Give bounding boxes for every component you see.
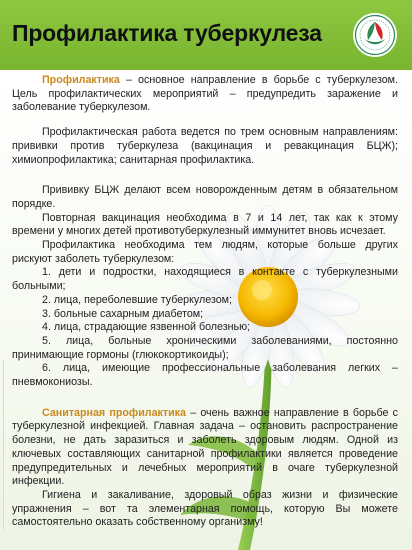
paragraph-revaccination: Повторная вакцинация необходима в 7 и 14 лет, так как к этому времени у многих детей противотуберкулезный иммунитет вновь исчезает. <box>12 211 398 238</box>
paragraph-intro-text: – основное направление в борьбе с туберкулезом. Цель профилактических мероприятий – предупредить заражение и заболевание туберкулезом. <box>12 74 398 114</box>
article-body <box>12 74 398 530</box>
list-item: 1. дети и подростки, находящиеся в контакте с туберкулезными больными; <box>12 266 398 293</box>
keyword-sanitary-prophylaxis: Санитарная профилактика <box>42 406 186 419</box>
health-center-logo-icon <box>352 12 398 58</box>
paragraph-directions: Профилактическая работа ведется по трем основным направлениям: прививки против туберкулеза (вакцинация и ревакцинация БЦЖ); химиопрофилактика; санитарная профилактика. <box>12 126 398 166</box>
list-item: 2. лица, переболевшие туберкулезом; <box>42 293 232 306</box>
header-banner <box>0 0 412 70</box>
list-item: 5. лица, больные хроническими заболеваниями, постоянно принимающие гормоны (глюкокортикоиды); <box>12 334 398 361</box>
list-item: 3. больные сахарным диабетом; <box>42 307 204 320</box>
paragraph-risk-groups: Профилактика необходима тем людям, которые больше других рискуют заболеть туберкулезом: <box>12 239 398 265</box>
paragraph-bcg: Прививку БЦЖ делают всем новорожденным детям в обязательном порядке. <box>12 184 398 210</box>
keyword-prophylaxis: Профилактика <box>42 74 120 86</box>
list-item: 4. лица, страдающие язвенной болезнью; <box>42 321 251 334</box>
page-title: Профилактика туберкулеза <box>12 20 322 46</box>
paragraph-intro <box>12 74 398 115</box>
paragraph-sanitary <box>12 407 398 489</box>
margin-line <box>3 360 4 530</box>
paragraph-hygiene: Гигиена и закаливание, здоровый образ жизни и физические упражнения – вот та элементарная помощь, которую Вы можете самостоятельно оказать собственному организму! <box>12 488 398 529</box>
list-item: 6. лица, имеющие профессиональные заболевания легких – пневмокониозы. <box>12 362 398 389</box>
paragraph-sanitary-text: – очень важное направление в борьбе с туберкулезной инфекцией. Главная задача – остановить распространение болезни, не дать заразиться и заболеть здоровым людям. Одной из ключевых составляющих санитарной профилактики является проведение предупредительных и лечебных мероприятий в очаге туберкулезной инфекции. <box>12 406 398 488</box>
